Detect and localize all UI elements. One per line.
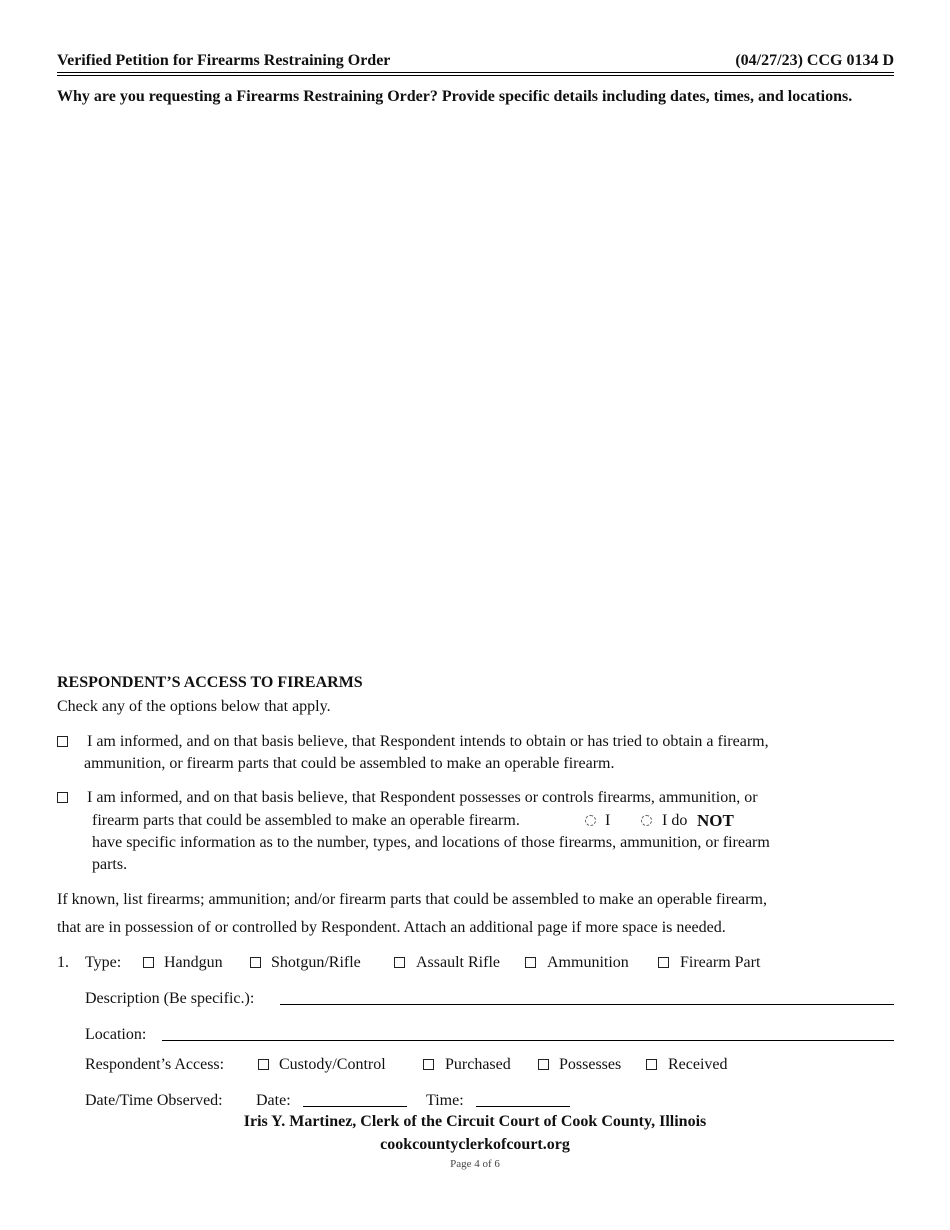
handgun-label: Handgun [164,954,223,971]
have-info-radio[interactable] [585,815,596,826]
date-field[interactable] [303,1106,407,1107]
option1-line2: ammunition, or firearm parts that could be assembled to make an operable firearm. [84,755,615,772]
intends-to-obtain-checkbox[interactable] [57,736,68,747]
location-field[interactable] [162,1040,894,1041]
shotgun-rifle-checkbox[interactable] [250,957,261,968]
list-intro-line1: If known, list firearms; ammunition; and/or firearm parts that could be assembled to make an operable firearm, [57,891,767,908]
radio-not-label: NOT [697,811,734,830]
shotgun-rifle-label: Shotgun/Rifle [271,954,361,971]
page-header [57,52,894,74]
custody-control-label: Custody/Control [279,1056,386,1073]
do-not-have-info-radio[interactable] [641,815,652,826]
possesses-controls-checkbox[interactable] [57,792,68,803]
footer-page-number: Page 4 of 6 [450,1158,500,1170]
header-rule-bottom [57,75,894,76]
purchased-checkbox[interactable] [423,1059,434,1070]
footer-clerk: Iris Y. Martinez, Clerk of the Circuit Court of Cook County, Illinois [243,1113,707,1130]
date-label: Date: [256,1092,291,1109]
observed-label: Date/Time Observed: [85,1092,223,1109]
access-instruction: Check any of the options below that apply. [57,698,331,715]
received-checkbox[interactable] [646,1059,657,1070]
assault-rifle-checkbox[interactable] [394,957,405,968]
ammunition-checkbox[interactable] [525,957,536,968]
possesses-checkbox[interactable] [538,1059,549,1070]
request-question: Why are you requesting a Firearms Restraining Order? Provide specific details including dates, times, and locations. [57,88,853,105]
time-label: Time: [426,1092,464,1109]
ammunition-label: Ammunition [547,954,629,971]
description-field[interactable] [280,1004,894,1005]
firearm-part-label: Firearm Part [680,954,761,971]
form-title: Verified Petition for Firearms Restraining Order [57,52,391,69]
item-number: 1. [57,954,69,971]
option2-line1: I am informed, and on that basis believe, that Respondent possesses or controls firearms, ammunition, or [87,789,758,806]
option2-line4: parts. [92,856,128,873]
purchased-label: Purchased [445,1056,511,1073]
radio-i-label: I [605,812,611,829]
possesses-label: Possesses [559,1056,622,1073]
option2-line2: firearm parts that could be assembled to make an operable firearm. [92,812,520,829]
handgun-checkbox[interactable] [143,957,154,968]
description-label: Description (Be specific.): [85,990,255,1007]
option1-line1: I am informed, and on that basis believe, that Respondent intends to obtain or has tried to obtain a firearm, [87,733,769,750]
header-rule-top [57,72,894,73]
form-code: (04/27/23) CCG 0134 D [735,52,894,69]
footer-website: cookcountyclerkofcourt.org [380,1136,570,1153]
type-label: Type: [85,954,122,971]
assault-rifle-label: Assault Rifle [416,954,500,971]
request-answer-area[interactable] [57,135,894,660]
access-section-title: RESPONDENT’S ACCESS TO FIREARMS [57,674,363,691]
option2-line3: have specific information as to the number, types, and locations of those firearms, ammunition, or firearm [92,834,770,851]
radio-i-do-label: I do [662,812,688,829]
list-intro-line2: that are in possession of or controlled by Respondent. Attach an additional page if more space is needed. [57,919,726,936]
location-label: Location: [85,1026,147,1043]
custody-control-checkbox[interactable] [258,1059,269,1070]
firearm-part-checkbox[interactable] [658,957,669,968]
access-label: Respondent’s Access: [85,1056,225,1073]
received-label: Received [668,1056,728,1073]
time-field[interactable] [476,1106,570,1107]
